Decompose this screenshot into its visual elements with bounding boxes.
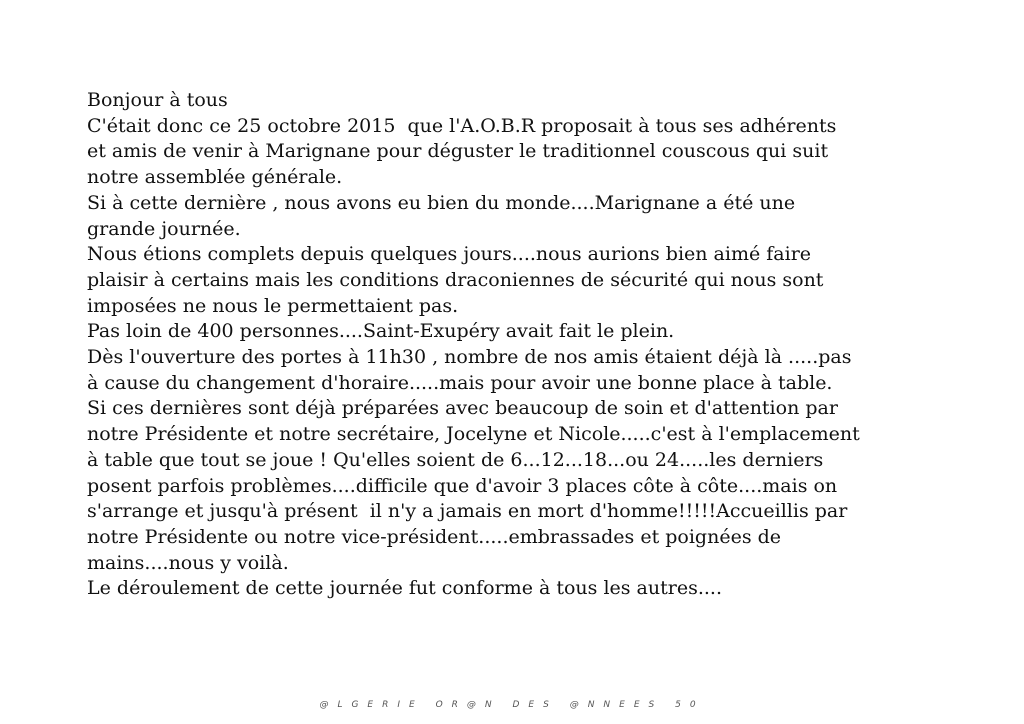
text-line: plaisir à certains mais les conditions draconiennes de sécurité qui nous sont: [87, 268, 824, 291]
text-line: notre Présidente et notre secrétaire, Jocelyne et Nicole.....c'est à l'emplacement: [87, 423, 860, 446]
text-line: Pas loin de 400 personnes....Saint-Exupéry avait fait le plein.: [87, 320, 675, 343]
text-line: Le déroulement de cette journée fut conforme à tous les autres....: [87, 577, 722, 600]
text-line: mains....nous y voilà.: [87, 551, 289, 574]
text-line: Si à cette dernière , nous avons eu bien du monde....Marignane a été une: [87, 191, 796, 214]
text-line: et amis de venir à Marignane pour déguster le traditionnel couscous qui suit: [87, 140, 829, 163]
text-line: grande journée.: [87, 217, 241, 240]
text-line: Nous étions complets depuis quelques jours....nous aurions bien aimé faire: [87, 243, 812, 266]
text-line: posent parfois problèmes....difficile que d'avoir 3 places côte à côte....mais on: [87, 474, 838, 497]
text-line: notre Présidente ou notre vice-président.....embrassades et poignées de: [87, 525, 782, 548]
text-line: à table que tout se joue ! Qu'elles soient de 6...12...18...ou 24.....les derniers: [87, 448, 824, 471]
text-line: à cause du changement d'horaire.....mais pour avoir une bonne place à table.: [87, 371, 833, 394]
text-line: C'était donc ce 25 octobre 2015 que l'A.O.B.R proposait à tous ses adhérents: [87, 114, 837, 137]
text-line: Dès l'ouverture des portes à 11h30 , nombre de nos amis étaient déjà là .....pas: [87, 346, 852, 369]
text-line: s'arrange et jusqu'à présent il n'y a jamais en mort d'homme!!!!!Accueillis par: [87, 500, 848, 523]
page-footer: @LGERIE OR@N DES @NNEES 50: [319, 700, 705, 710]
text-line: Bonjour à tous: [87, 89, 228, 111]
text-line: notre assemblée générale.: [87, 166, 343, 189]
text-line: imposées ne nous le permettaient pas.: [87, 294, 459, 317]
document-body: [87, 88, 997, 602]
text-line: Si ces dernières sont déjà préparées avec beaucoup de soin et d'attention par: [87, 397, 838, 420]
